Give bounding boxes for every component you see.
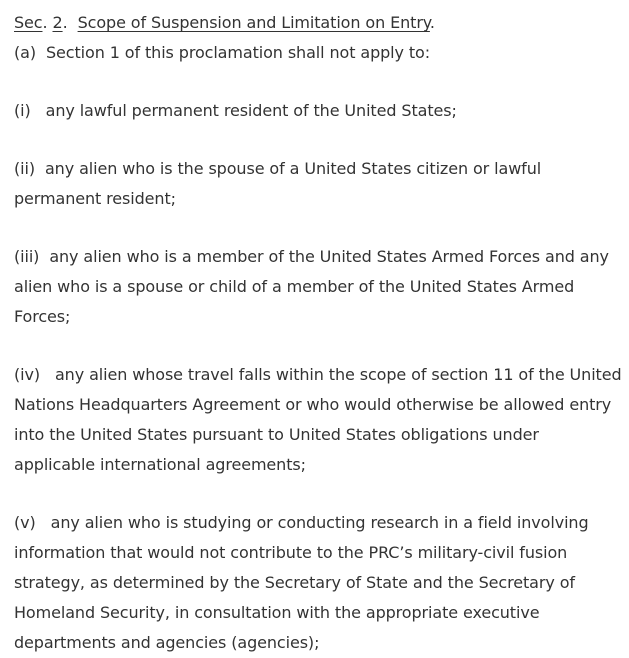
section-title: Scope of Suspension and Limitation on Entry xyxy=(77,13,430,32)
list-item-iii xyxy=(14,242,624,332)
item-text: any alien who is a member of the United States Armed Forces and any alien who is a spouse or child of a member of the United States Armed Forces; xyxy=(14,247,609,326)
item-marker: (iii) xyxy=(14,247,40,266)
list-item-v xyxy=(14,508,624,658)
item-text: any alien whose travel falls within the scope of section 11 of the United Nations Headquarters Agreement or who would otherwise be allowed entry into the United States pursuant to United States obligations under applicable international agreements; xyxy=(14,365,622,474)
list-item-iv xyxy=(14,360,624,480)
intro-marker: (a) xyxy=(14,43,36,62)
list-item-ii xyxy=(14,154,624,214)
item-text: any lawful permanent resident of the United States; xyxy=(45,101,457,120)
list-item-i xyxy=(14,96,624,126)
section-heading xyxy=(14,8,624,38)
item-marker: (ii) xyxy=(14,159,35,178)
section-number-dot: . xyxy=(62,13,68,32)
section-label-dot: . xyxy=(42,13,48,32)
section-number: 2 xyxy=(52,13,63,32)
item-text: any alien who is studying or conducting research in a field involving information that would not contribute to the PRC’s military-civil fusion strategy, as determined by the Secretary of State and the Secretary of Homeland Security, in consultation with the appropriate executive departments and agencies (agencies); xyxy=(14,513,589,652)
item-marker: (v) xyxy=(14,513,36,532)
item-marker: (iv) xyxy=(14,365,40,384)
item-marker: (i) xyxy=(14,101,31,120)
intro-paragraph xyxy=(14,38,624,68)
item-text: any alien who is the spouse of a United States citizen or lawful permanent resident; xyxy=(14,159,542,208)
section-label: Sec xyxy=(14,13,43,32)
document-body xyxy=(14,8,624,658)
section-title-dot: . xyxy=(429,13,435,32)
intro-text: Section 1 of this proclamation shall not apply to: xyxy=(45,43,431,62)
